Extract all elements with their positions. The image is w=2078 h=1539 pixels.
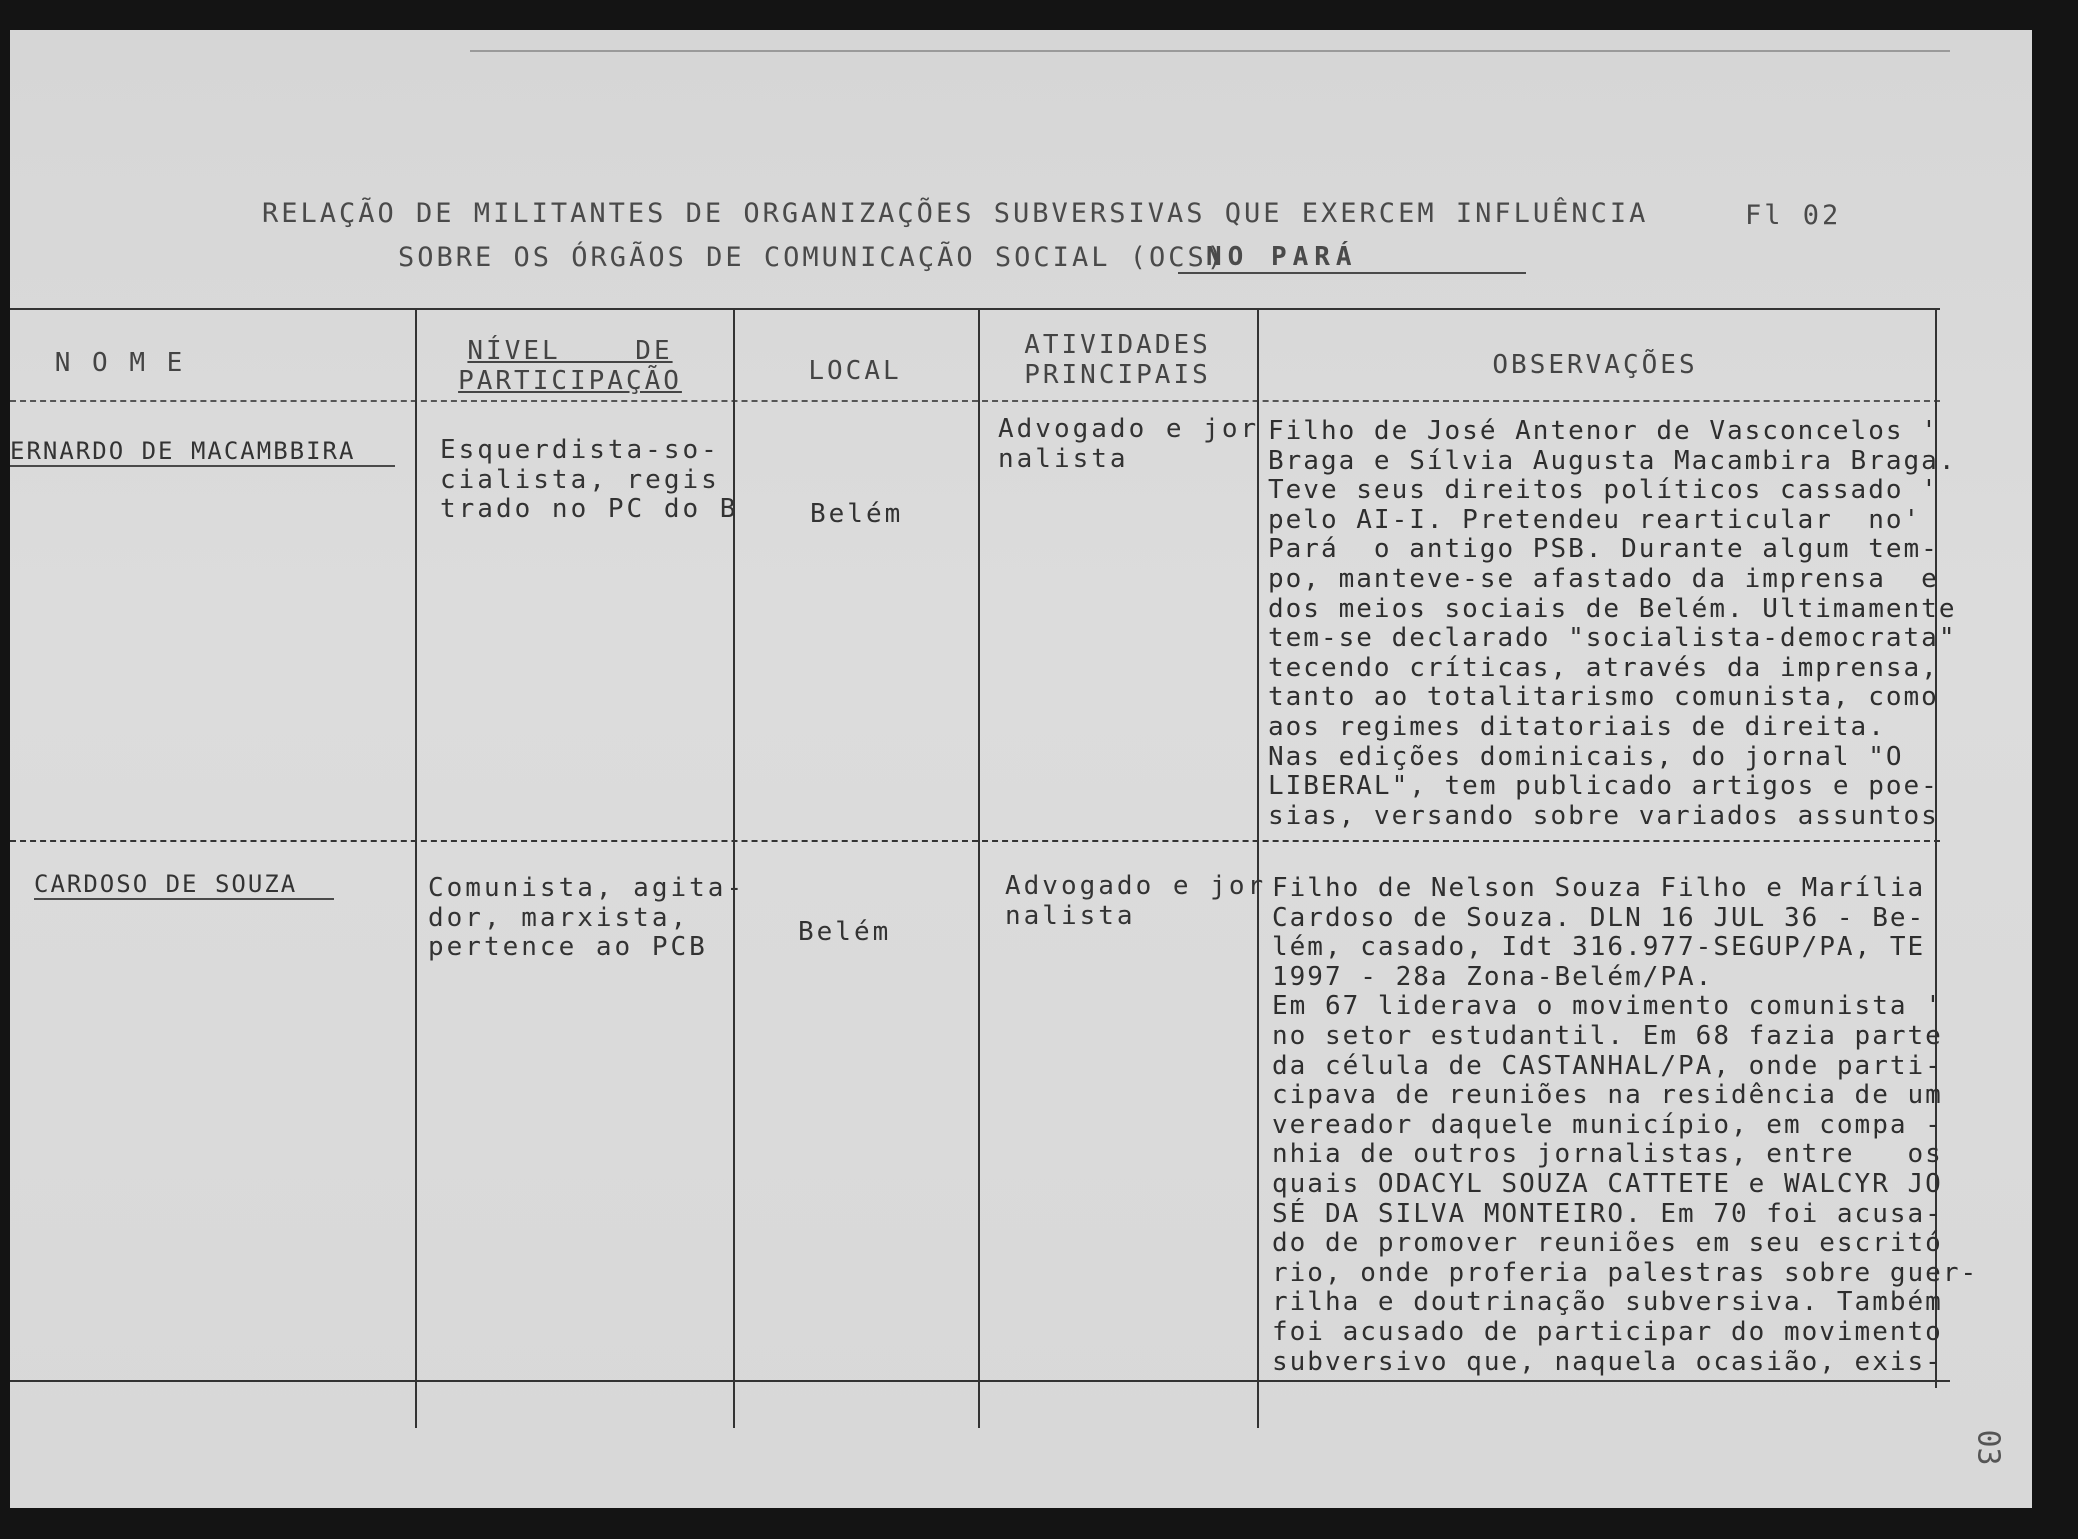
row2-local: Belém [798, 917, 892, 947]
row2-atividades: Advogado e jor nalista [1005, 871, 1267, 931]
document-title-line2: SOBRE OS ÓRGÃOS DE COMUNICAÇÃO SOCIAL (OCS) [398, 242, 1226, 273]
column-header-local: LOCAL [808, 356, 902, 386]
top-edge-line [470, 50, 1950, 52]
column-header-atividades: ATIVIDADES PRINCIPAIS [1024, 330, 1211, 390]
row1-local: Belém [810, 499, 904, 529]
column-header-nivel: NÍVEL DE PARTICIPAÇÃO [458, 336, 682, 396]
document-sheet [10, 30, 2032, 1508]
row-separator [10, 840, 1940, 842]
header-separator [10, 400, 1940, 402]
table-top-border [10, 308, 1940, 310]
column-header-nome: N O M E [54, 348, 186, 378]
table-bottom-border [10, 1380, 1950, 1382]
col-divider-3 [978, 308, 980, 1428]
sheet-number: Fl 02 [1745, 200, 1842, 231]
row1-observacoes: Filho de José Antenor de Vasconcelos ' Braga e Sílvia Augusta Macambira Braga. Teve seus direitos políticos cassado ' pelo AI-I. Pretendeu rearticular no' Pará o antigo PSB. Durante algum tem- po, manteve-se afastado da imprensa e dos meios sociais de Belém. Ultimamente tem-se declarado "socialista-democrata" tecendo críticas, através da imprensa, tanto ao totalitarismo comunista, como aos regimes ditatoriais de direita. Nas edições dominicais, do jornal "O LIBERAL", tem publicado artigos e poe- sias, versando sobre variados assuntos [1268, 416, 1957, 831]
row2-nivel: Comunista, agita- dor, marxista, pertence ao PCB [428, 873, 746, 962]
column-header-observacoes: OBSERVAÇÕES [1492, 350, 1698, 380]
col-divider-1 [415, 308, 417, 1428]
row1-nivel: Esquerdista-so- cialista, regis trado no PC do B [440, 435, 739, 524]
page-stamp: 03 [1970, 1429, 2006, 1466]
row2-nome: CARDOSO DE SOUZA [34, 870, 334, 900]
document-title-line1: RELAÇÃO DE MILITANTES DE ORGANIZAÇÕES SUBVERSIVAS QUE EXERCEM INFLUÊNCIA [262, 198, 1649, 229]
document-title-location: NO PARÁ [1178, 242, 1526, 274]
col-divider-4 [1257, 308, 1259, 1428]
row2-observacoes: Filho de Nelson Souza Filho e Marília Cardoso de Souza. DLN 16 JUL 36 - Be- lém, casado, Idt 316.977-SEGUP/PA, TE 1997 - 28a Zona-Belém/PA. Em 67 liderava o movimento comunista ' no setor estudantil. Em 68 fazia parte da célula de CASTANHAL/PA, onde parti- cipava de reuniões na residência de um vereador daquele município, em compa - nhia de outros jornalistas, entre os quais ODACYL SOUZA CATTETE e WALCYR JO SÉ DA SILVA MONTEIRO. Em 70 foi acusa- do de promover reuniões em seu escritó rio, onde proferia palestras sobre guer- rilha e doutrinação subversiva. Também foi acusado de participar do movimento subversivo que, naquela ocasião, exis- [1272, 873, 1979, 1377]
row1-nome: ERNARDO DE MACAMBBIRA [10, 437, 395, 467]
row1-atividades: Advogado e jor nalista [998, 414, 1260, 474]
